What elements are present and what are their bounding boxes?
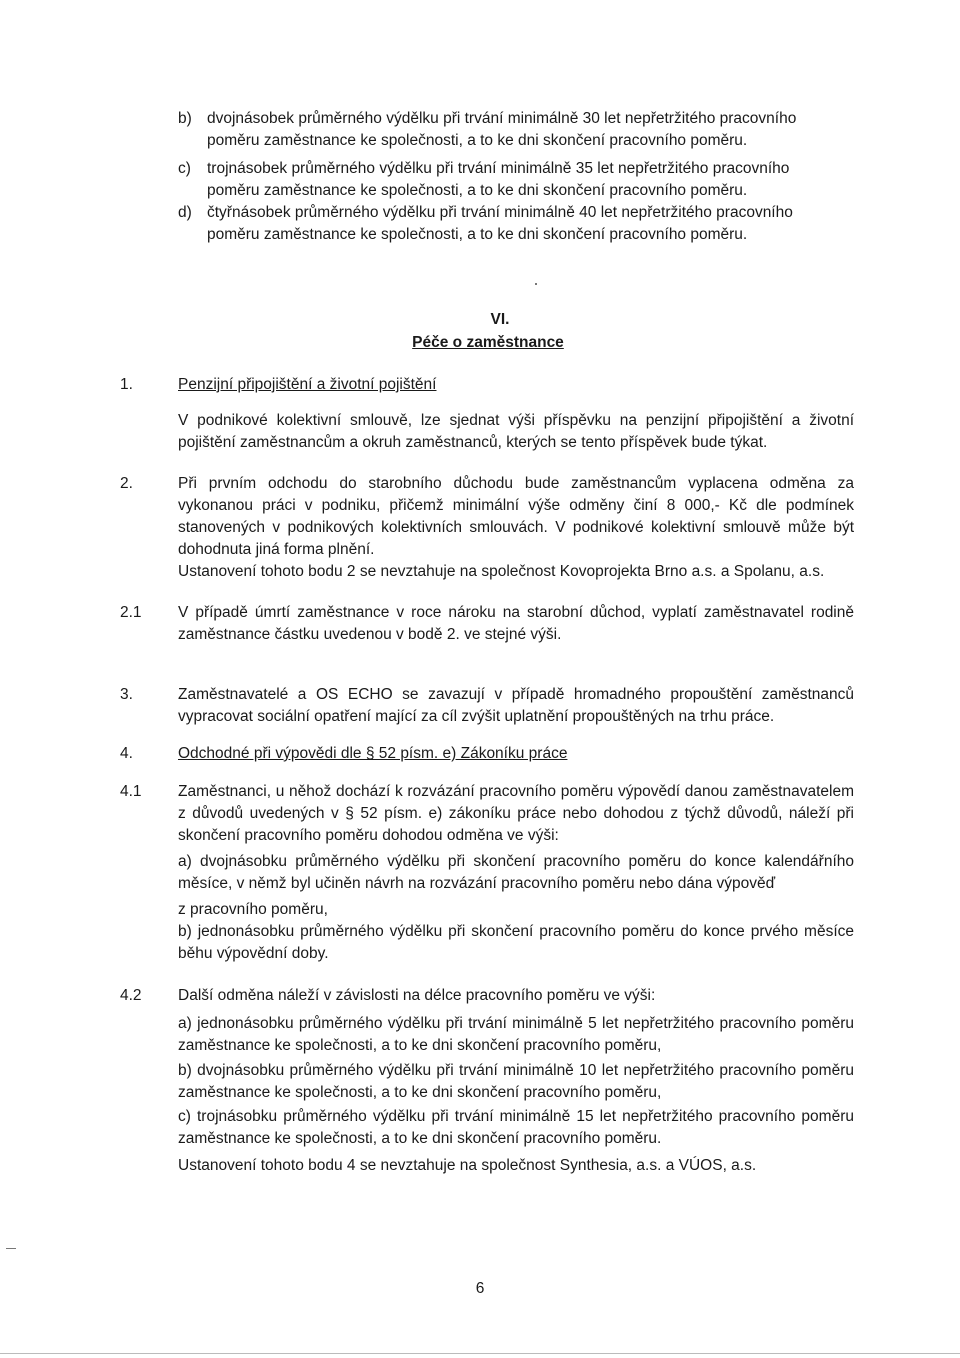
- item-label: b): [178, 110, 192, 127]
- point-number: 4.: [120, 745, 133, 762]
- sub-item: a) jednonásobku průměrného výdělku při trvání minimálně 5 let nepřetržitého pracovního poměru zaměstnance ke společnosti, a to ke dni skončení pracovního poměru,: [178, 1015, 854, 1054]
- list-item: trojnásobek průměrného výdělku při trvání minimálně 35 let nepřetržitého pracovního poměru zaměstnance ke společnosti, a to ke dni skončení pracovního poměru.: [207, 160, 790, 199]
- item-label: d): [178, 204, 192, 221]
- paragraph-note: Ustanovení tohoto bodu 4 se nevztahuje na společnost Synthesia, a.s. a VÚOS, a.s.: [178, 1157, 757, 1174]
- item-label: c): [178, 160, 191, 177]
- paragraph: Při prvním odchodu do starobního důchodu bude zaměstnancům vyplacena odměna za vykonanou práci v podniku, přičemž minimální výše odměny činí 8 000,- Kč dle podmínek stanovených v podnikových kolektivních smlouvách. V podnikové kolektivní smlouvě může být dohodnuta jiná forma plnění.: [178, 475, 854, 558]
- scan-speck: [535, 283, 537, 285]
- list-item: čtyřnásobek průměrného výdělku při trvání minimálně 40 let nepřetržitého pracovního poměru zaměstnance ke společnosti, a to ke dni skončení pracovního poměru.: [207, 204, 793, 243]
- point-number: 3.: [120, 686, 133, 703]
- sub-item: c) trojnásobku průměrného výdělku při trvání minimálně 15 let nepřetržitého pracovního poměru zaměstnance ke společnosti, a to ke dni skončení pracovního poměru.: [178, 1108, 854, 1147]
- paragraph: V případě úmrtí zaměstnance v roce nároku na starobní důchod, vyplatí zaměstnavatel rodině zaměstnance částku uvedenou v bodě 2. ve stejné výši.: [178, 604, 854, 643]
- point-heading: Penzijní připojištění a životní pojištění: [178, 376, 437, 393]
- sub-item: b) jednonásobku průměrného výdělku při skončení pracovního poměru do konce prvého měsíce běhu výpovědní doby.: [178, 923, 854, 962]
- sub-item: b) dvojnásobku průměrného výdělku při trvání minimálně 10 let nepřetržitého pracovního poměru zaměstnance ke společnosti, a to ke dni skončení pracovního poměru,: [178, 1062, 854, 1101]
- paragraph-note: Ustanovení tohoto bodu 2 se nevztahuje na společnost Kovoprojekta Brno a.s. a Spolanu, a.s.: [178, 563, 825, 580]
- point-number: 4.1: [120, 783, 142, 800]
- sub-item: a) dvojnásobku průměrného výdělku při skončení pracovního poměru do konce kalendářního měsíce, v němž byl učiněn návrh na rozvázání pracovního poměru nebo dána výpověď: [178, 853, 854, 892]
- paragraph: V podnikové kolektivní smlouvě, lze sjednat výši příspěvku na penzijní připojištění a životní pojištění zaměstnancům a okruh zaměstnanců, kterých se tento příspěvek bude týkat.: [178, 412, 854, 451]
- scan-edge: [0, 1353, 960, 1354]
- paragraph: Zaměstnavatelé a OS ECHO se zavazují v případě hromadného propouštění zaměstnanců vypracovat sociální opatření mající za cíl zvýšit uplatnění propouštěných na trhu práce.: [178, 686, 854, 725]
- section-number: VI.: [490, 311, 510, 328]
- point-heading: Odchodné při výpovědi dle § 52 písm. e) Zákoníku práce: [178, 745, 568, 762]
- paragraph: Zaměstnanci, u něhož dochází k rozvázání pracovního poměru výpovědí danou zaměstnavatelem z důvodů uvedených v § 52 písm. e) zákoníku práce nebo dohodou z týchž důvodů, náleží při skončení pracovního poměru dohodou odměna ve výši:: [178, 783, 854, 844]
- point-number: 2.: [120, 475, 133, 492]
- page-number: 6: [475, 1280, 485, 1297]
- scan-speck: [6, 1248, 16, 1249]
- point-number: 4.2: [120, 987, 142, 1004]
- list-item: dvojnásobek průměrného výdělku při trvání minimálně 30 let nepřetržitého pracovního poměru zaměstnance ke společnosti, a to ke dni skončení pracovního poměru.: [207, 110, 797, 149]
- point-number: 1.: [120, 376, 133, 393]
- point-number: 2.1: [120, 604, 142, 621]
- section-title: Péče o zaměstnance: [412, 334, 564, 351]
- sub-item-continuation: z pracovního poměru,: [178, 901, 328, 918]
- paragraph: Další odměna náleží v závislosti na délce pracovního poměru ve výši:: [178, 987, 656, 1004]
